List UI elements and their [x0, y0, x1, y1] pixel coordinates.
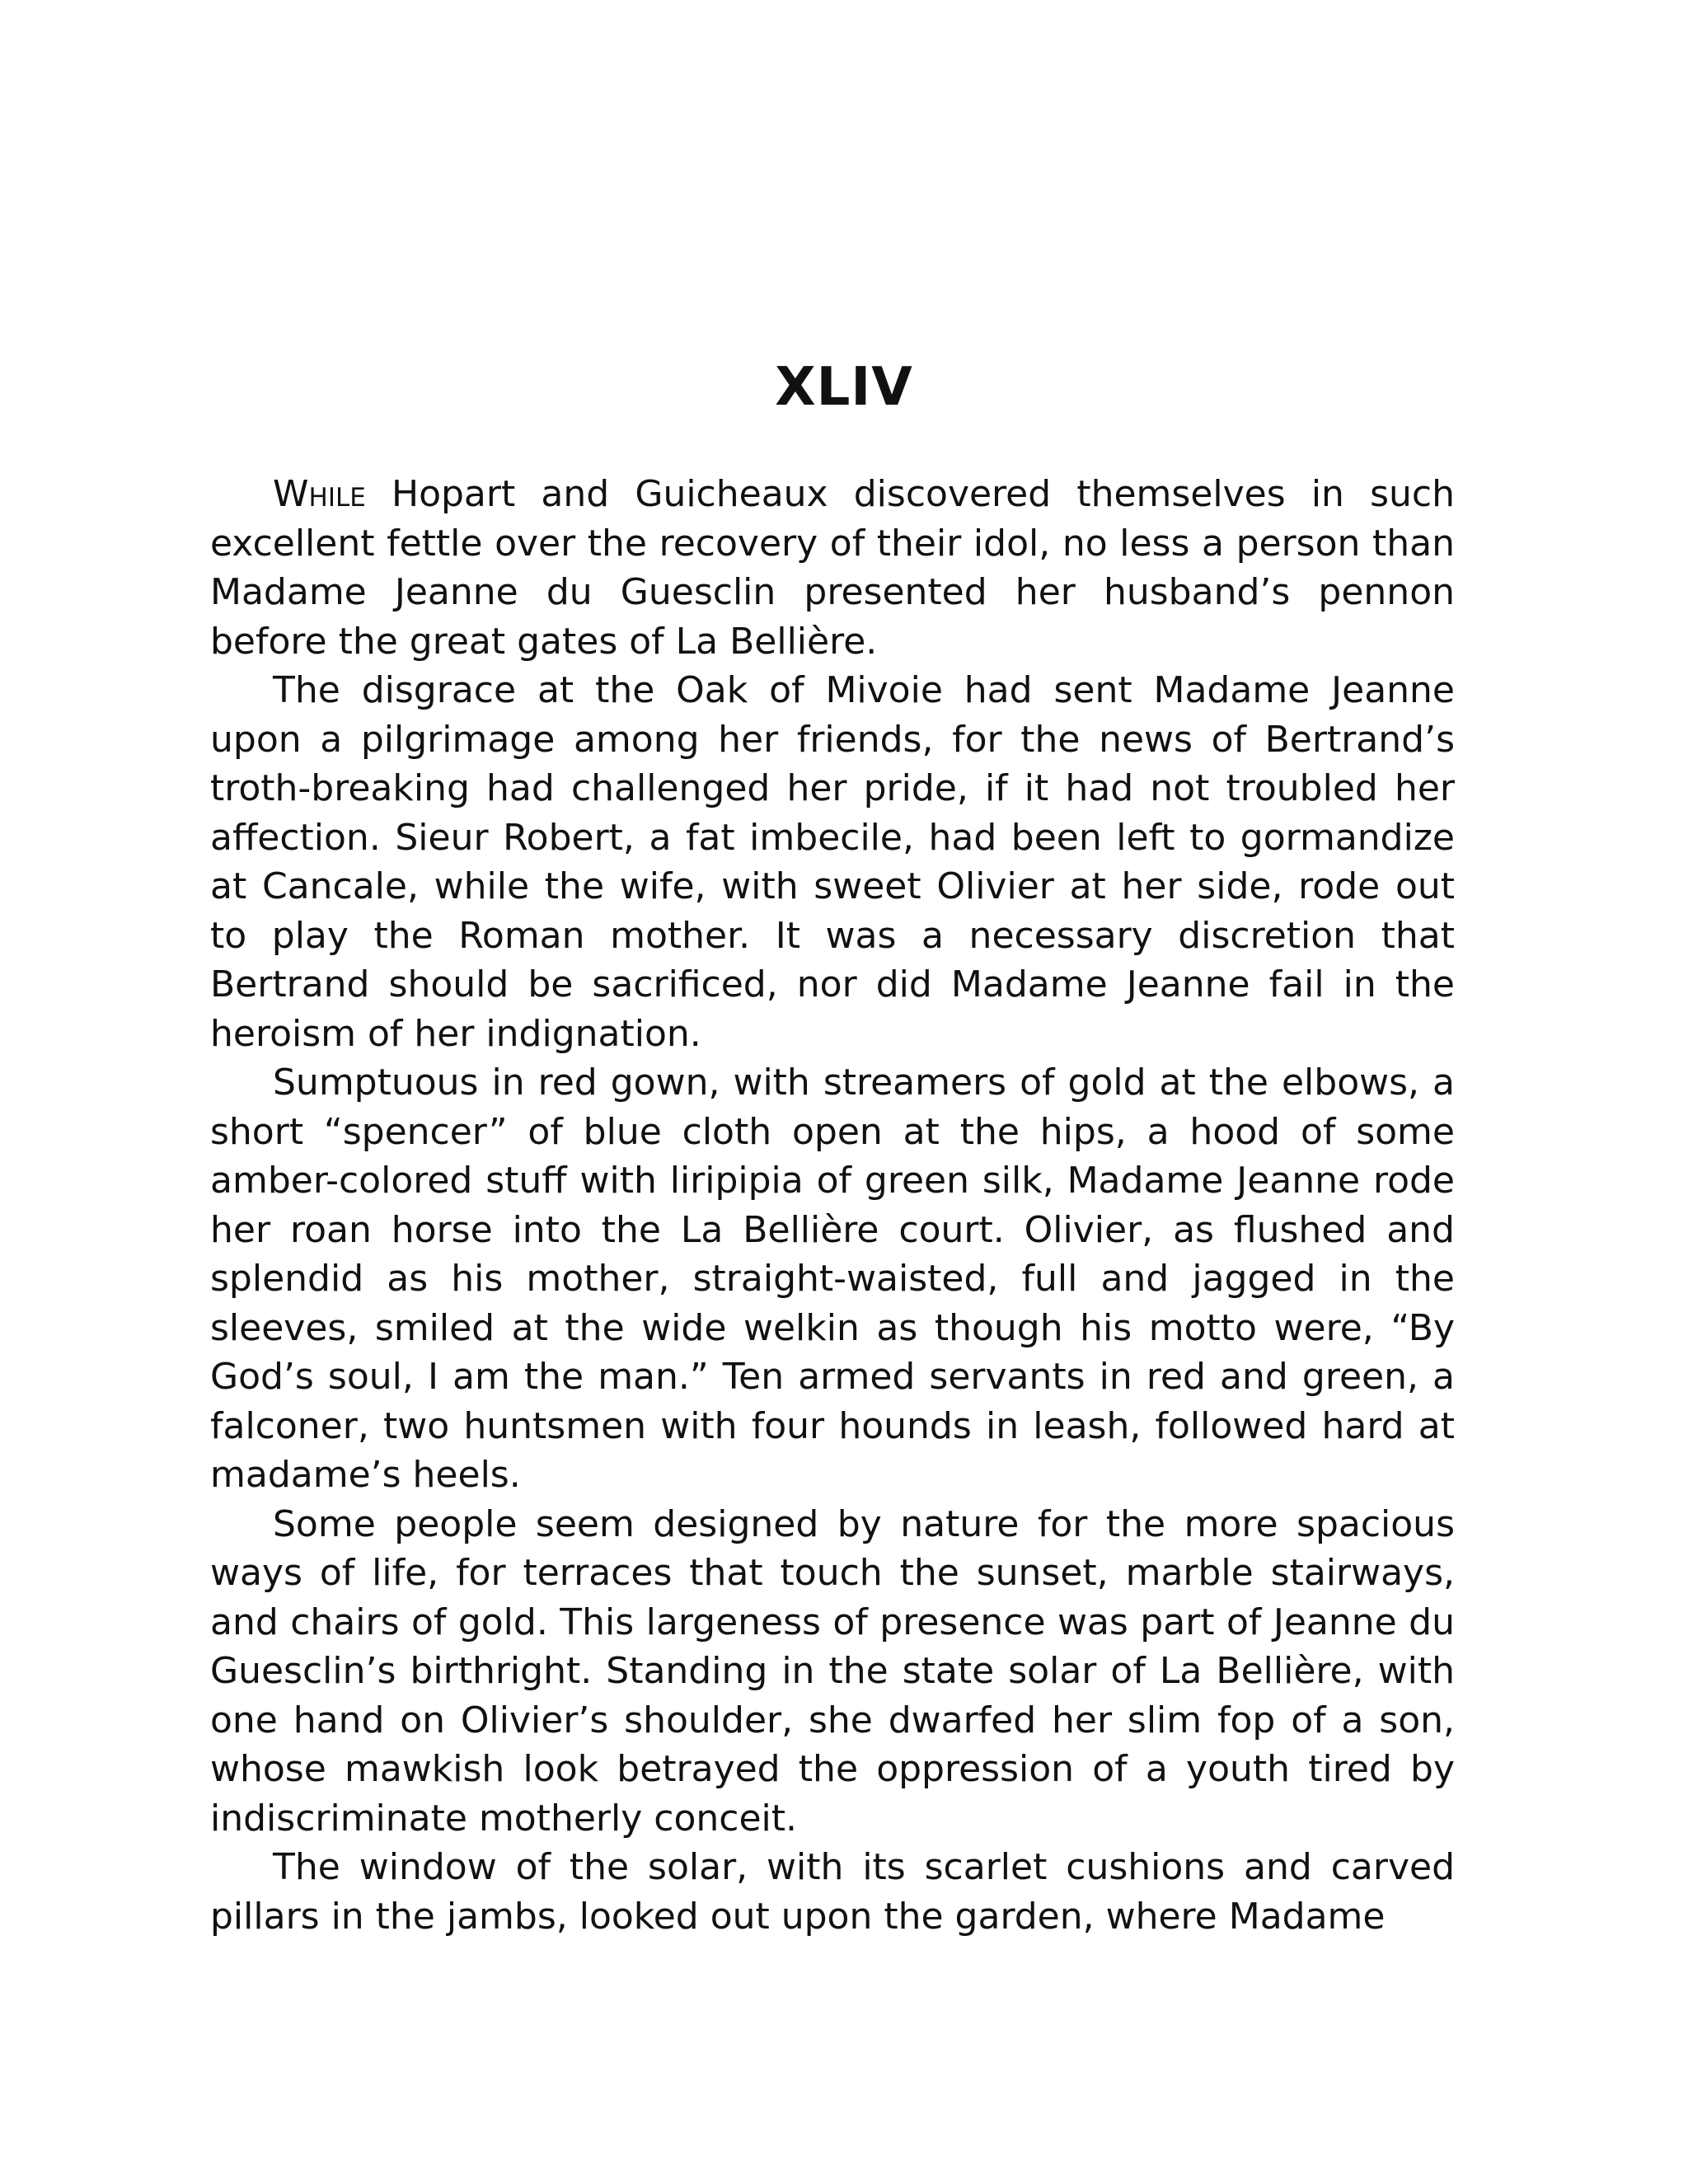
paragraph-4: Some people seem designed by nature for the more spacious ways of life, for terraces that touch the sunset, marble stairways, and chairs of gold. This largeness of presence was part of Jeanne du Guesclin’s birthright. Standing in the state solar of La Bellière, with one hand on Olivier’s shoulder, she dwarfed her slim fop of a son, whose mawkish look betrayed the oppression of a youth tired by indiscriminate motherly conceit.	[210, 1502, 1455, 1840]
paragraph-text: Hopart and Guicheaux discovered themselves in such excellent fettle over the recovery of their idol, no less a person than Madame Jeanne du Guesclin presented her husband’s pennon before the great gates of La Bellière.	[210, 473, 1455, 663]
chapter-body	[210, 470, 1455, 1941]
chapter-title: XLIV	[775, 357, 913, 418]
paragraph-5: The window of the solar, with its scarlet cushions and carved pillars in the jambs, looked out upon the garden, where Madame	[210, 1846, 1455, 1938]
small-caps-lead: While	[273, 473, 366, 515]
paragraph-1	[210, 470, 1455, 666]
paragraph-3: Sumptuous in red gown, with streamers of gold at the elbows, a short “spencer” of blue cloth open at the hips, a hood of some amber-colored stuff with liripipia of green silk, Madame Jeanne rode her roan horse into the La Bellière court. Olivier, as flushed and splendid as his mother, straight-waisted, full and jagged in the sleeves, smiled at the wide welkin as though his motto were, “By God’s soul, I am the man.” Ten armed servants in red and green, a falconer, two huntsmen with four hounds in leash, followed hard at madame’s heels.	[210, 1062, 1455, 1496]
paragraph-2: The disgrace at the Oak of Mivoie had sent Madame Jeanne upon a pilgrimage among her friends, for the news of Bertrand’s troth-breaking had challenged her pride, if it had not troubled her affection. Sieur Robert, a fat imbecile, had been left to gormandize at Cancale, while the wife, with sweet Olivier at her side, rode out to play the Roman mother. It was a necessary discretion that Bertrand should be sacrificed, nor did Madame Jeanne fail in the heroism of her indignation.	[210, 669, 1455, 1055]
